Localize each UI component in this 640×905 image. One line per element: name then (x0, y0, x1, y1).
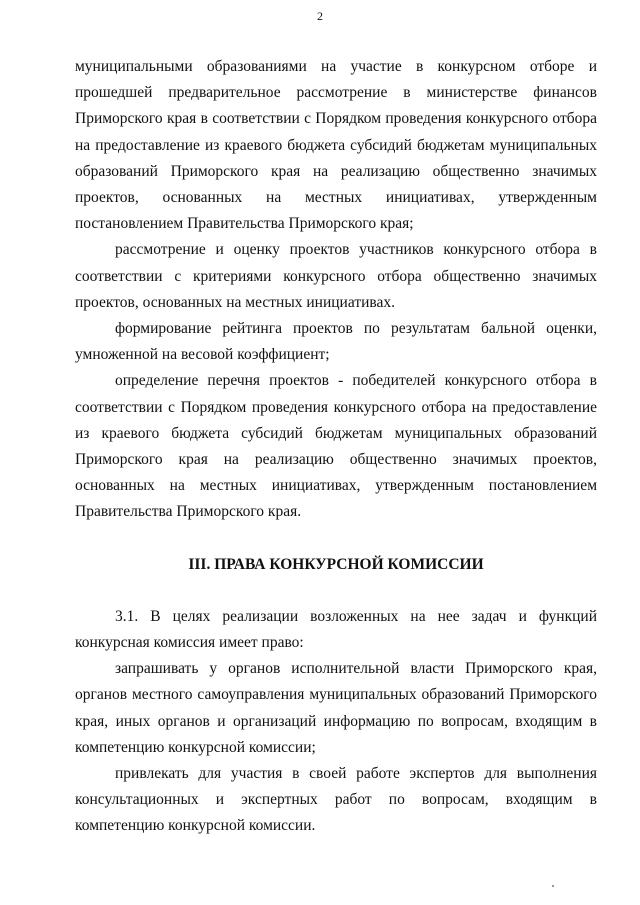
document-body (75, 54, 597, 840)
page-number: 2 (317, 9, 323, 23)
scan-dot (552, 885, 554, 887)
paragraph-rights-intro: 3.1. В целях реализации возложенных на нее задач и функций конкурсная комиссия имеет право: (75, 607, 597, 652)
section-heading: III. ПРАВА КОНКУРСНОЙ КОМИССИИ (188, 555, 484, 573)
paragraph-rating: формирование рейтинга проектов по результатам бальной оценки, умноженной на весовой коэффициент; (75, 320, 597, 364)
paragraph-engage-experts: привлекать для участия в своей работе экспертов для выполнения консультационных и экспертных работ по вопросам, входящим в компетенцию конкурсной комиссии. (75, 765, 597, 835)
paragraph-request-info: запрашивать у органов исполнительной власти Приморского края, органов местного самоуправления муниципальных образований Приморского края, иных органов и организаций информацию по вопросам, входящим в компетенцию конкурсной комиссии; (75, 660, 597, 756)
paragraph-review-projects: рассмотрение и оценку проектов участников конкурсного отбора в соответствии с критериями конкурсного отбора общественно значимых проектов, основанных на местных инициативах. (75, 241, 597, 311)
paragraph-continuation: муниципальными образованиями на участие в конкурсном отборе и прошедшей предварительное рассмотрение в министерстве финансов Приморского края в соответствии с Порядком проведения конкурсного отбора на предоставление из краевого бюджета субсидий бюджетам муниципальных образований Приморского края на реализацию общественно значимых проектов, основанных на местных инициативах, утвержденным постановлением Правительства Приморского края; (75, 58, 597, 233)
paragraph-winners-list: определение перечня проектов - победителей конкурсного отбора в соответствии с Порядком проведения конкурсного отбора на предоставление из краевого бюджета субсидий бюджетам муниципальных образований Приморского края на реализацию общественно значимых проектов, основанных на местных инициативах, утвержденным постановлением Правительства Приморского края. (75, 372, 597, 521)
